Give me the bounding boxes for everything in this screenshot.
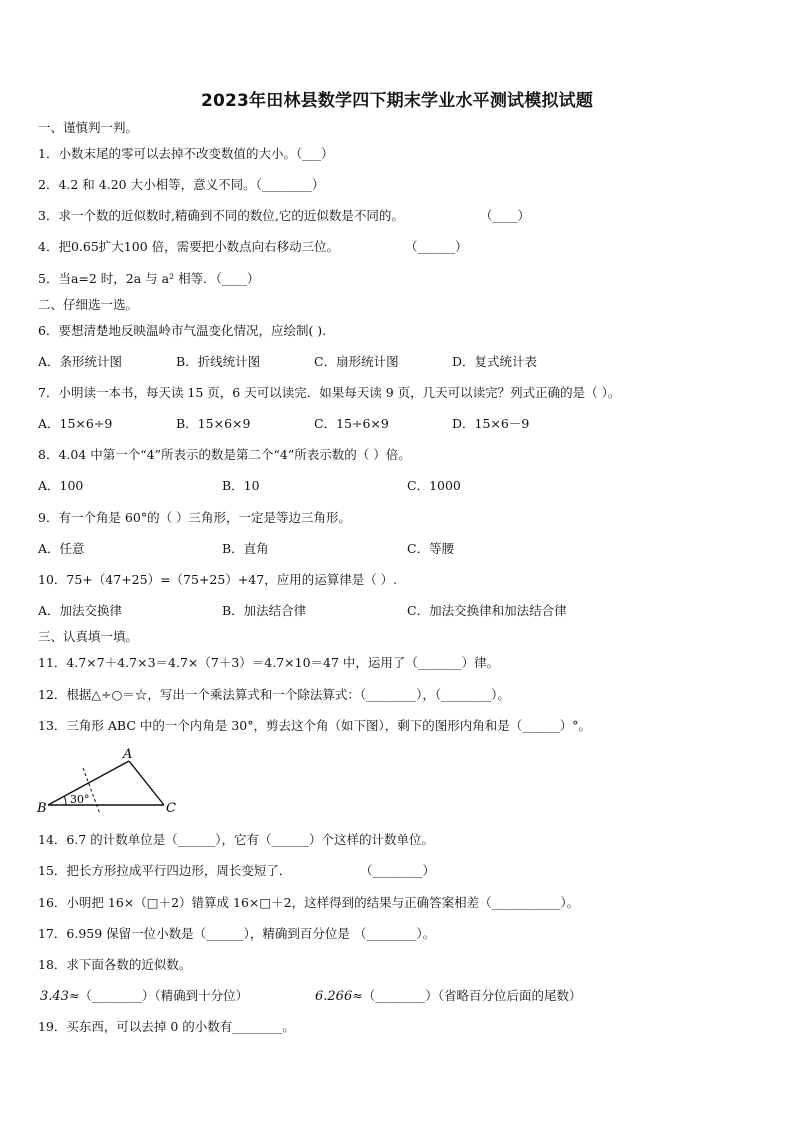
question-18-part-b [315,988,581,1005]
question-4: 4．把0.65扩大100 倍，需要把小数点向右移动三位。 [38,239,340,254]
question-7-option-b: B．15×6×9 [176,416,251,431]
angle-arc [64,796,66,805]
question-8-option-a: A．100 [38,478,84,493]
triangle-side-ac [129,761,164,805]
question-10-option-b: B．加法结合律 [222,603,307,618]
question-8-option-c: C．1000 [407,478,461,493]
question-9: 9．有一个角是 60°的（ ）三角形，一定是等边三角形。 [38,510,352,525]
question-9-option-b: B．直角 [222,541,269,556]
question-4-answer-blank: （______） [405,239,468,254]
question-14: 14．6.7 的计数单位是（______），它有（______）个这样的计数单位。 [38,832,435,847]
question-6-option-b: B．折线统计图 [176,354,261,369]
question-18-text-b: ≈（________）（省略百分位后面的尾数） [352,988,582,1003]
question-7-option-a: A．15×6÷9 [38,416,113,431]
question-13: 13．三角形 ABC 中的一个内角是 30°，剪去这个角（如下图），剩下的图形内角和是（______）°。 [38,718,591,733]
question-9-option-c: C．等腰 [407,541,455,556]
section-heading-judge: 一、谨慎判一判。 [38,120,139,135]
question-16: 16．小明把 16×（□＋2）错算成 16×□＋2，这样得到的结果与正确答案相差（___________）。 [38,895,580,910]
question-15-answer-blank: （________） [360,863,436,878]
question-10-option-c: C．加法交换律和加法结合律 [407,603,567,618]
question-17: 17．6.959 保留一位小数是（______），精确到百分位是 （________）。 [38,926,436,941]
question-3: 3．求一个数的近似数时,精确到不同的数位,它的近似数是不同的。 [38,208,404,223]
section-heading-choose: 二、仔细选一选。 [38,297,139,312]
question-2: 2．4.2 和 4.20 大小相等，意义不同。（________） [38,177,325,192]
question-11: 11．4.7×7＋4.7×3＝4.7×（7＋3）＝4.7×10＝47 中，运用了（_______）律。 [38,655,500,670]
question-19: 19．买东西，可以去掉 0 的小数有________。 [38,1019,295,1034]
triangle-abc-figure [30,744,190,818]
question-9-option-a: A．任意 [38,541,85,556]
question-1: 1．小数末尾的零可以去掉不改变数值的大小。（___） [38,146,334,161]
question-18: 18．求下面各数的近似数。 [38,957,192,972]
question-18-text-a: ≈（________）（精确到十分位） [68,988,249,1003]
question-3-answer-blank: （____） [480,208,531,223]
question-6-option-c: C．扇形统计图 [314,354,399,369]
question-18-number-b: 6.266 [315,989,353,1004]
question-7: 7．小明读一本书，每天读 15 页，6 天可以读完．如果每天读 9 页，几天可以读完？列式正确的是（ ）。 [38,385,621,400]
page-title: 2023年田林县数学四下期末学业水平测试模拟试题 [200,91,594,111]
question-8: 8．4.04 中第一个“4”所表示的数是第二个“4”所表示数的（ ）倍。 [38,447,411,462]
question-6-option-d: D．复式统计表 [452,354,538,369]
cut-line [83,768,100,814]
question-5: 5．当a=2 时，2a 与 a² 相等．（____） [38,271,260,286]
question-7-option-d: D．15×6－9 [452,416,530,431]
question-8-option-b: B．10 [222,478,260,493]
question-18-number-a: 3.43 [40,989,69,1004]
vertex-label-b: B [37,801,47,816]
section-heading-fill: 三、认真填一填。 [38,629,139,644]
question-12: 12．根据△÷○＝☆，写出一个乘法算式和一个除法算式：（________），（________）。 [38,687,510,702]
question-6-option-a: A．条形统计图 [38,354,123,369]
angle-label: 30° [70,793,90,806]
vertex-label-c: C [166,801,176,816]
vertex-label-a: A [123,747,133,762]
question-6: 6．要想清楚地反映温岭市气温变化情况，应绘制( ). [38,323,327,338]
question-10-option-a: A．加法交换律 [38,603,123,618]
question-7-option-c: C．15÷6×9 [314,416,389,431]
question-18-part-a [40,988,248,1005]
question-15: 15．把长方形拉成平行四边形，周长变短了． [38,863,292,878]
question-10: 10．75+（47+25）=（75+25）+47，应用的运算律是（ ）. [38,572,398,587]
